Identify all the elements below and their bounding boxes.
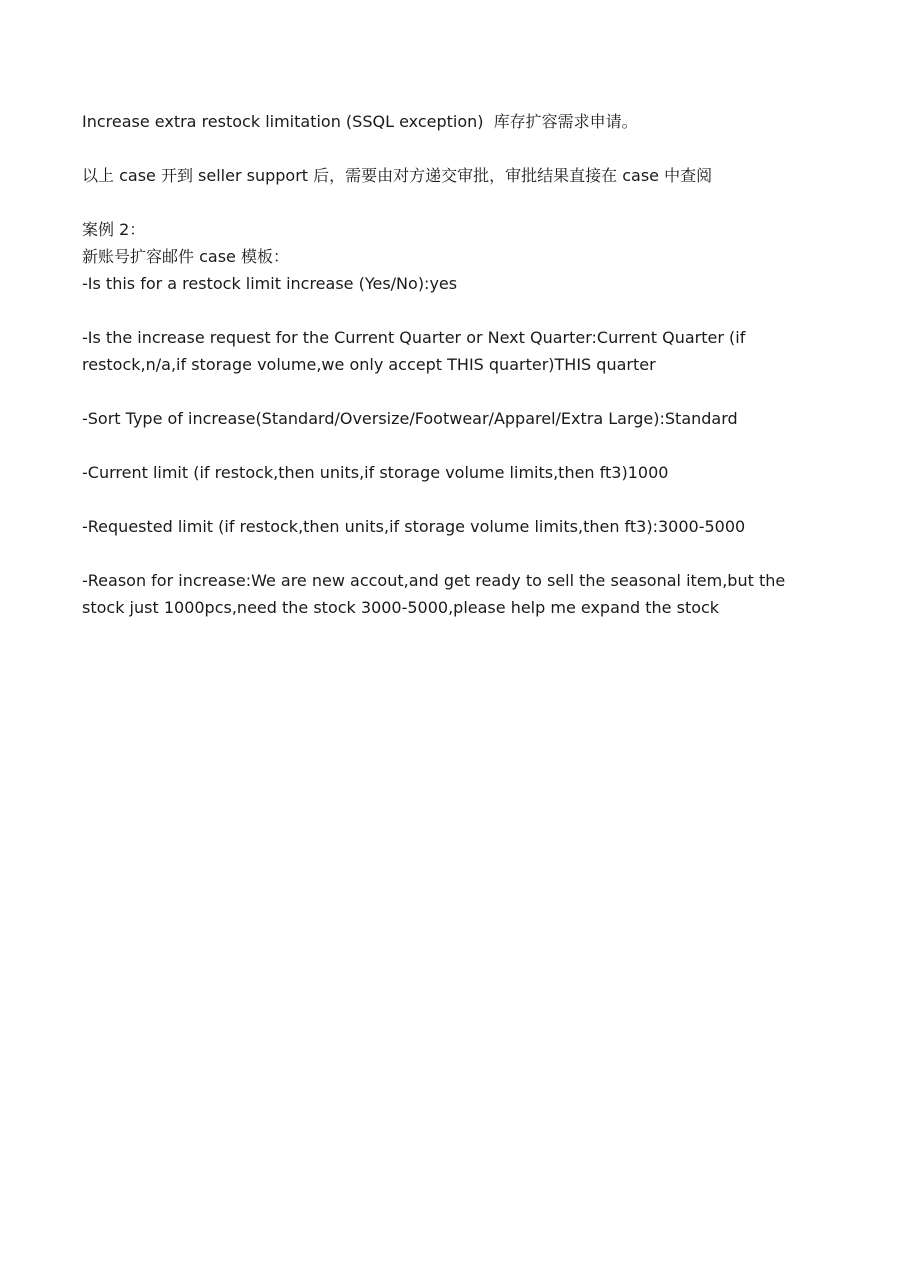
template-label: 新账号扩容邮件 case 模板： [82,247,289,266]
intro-line: Increase extra restock limitation (SSQL exception) 库存扩容需求申请。 [82,112,638,131]
spacer [82,297,828,324]
spacer [82,486,828,513]
current-limit-question: -Current limit (if restock,then units,if storage volume limits,then ft3)1000 [82,463,669,482]
spacer [82,189,828,216]
case-label: 案例 2： [82,220,146,239]
reason-question: -Reason for increase:We are new accout,and get ready to sell the seasonal item,but the stock just 1000pcs,need the stock 3000-5000,please help me expand the stock [82,571,791,617]
requested-limit-question: -Requested limit (if restock,then units,if storage volume limits,then ft3):3000-5000 [82,517,746,536]
seller-support-line: 以上 case 开到 seller support 后，需要由对方递交审批，审批结果直接在 case 中查阅 [82,166,713,185]
spacer [82,540,828,567]
spacer [82,432,828,459]
spacer [82,378,828,405]
document-body [82,108,828,621]
restock-question: -Is this for a restock limit increase (Yes/No):yes [82,274,458,293]
sort-type-question: -Sort Type of increase(Standard/Oversize/Footwear/Apparel/Extra Large):Standard [82,409,738,428]
quarter-question: -Is the increase request for the Current Quarter or Next Quarter:Current Quarter (if restock,n/a,if storage volume,we only accept THIS quarter)THIS quarter [82,328,751,374]
spacer [82,135,828,162]
